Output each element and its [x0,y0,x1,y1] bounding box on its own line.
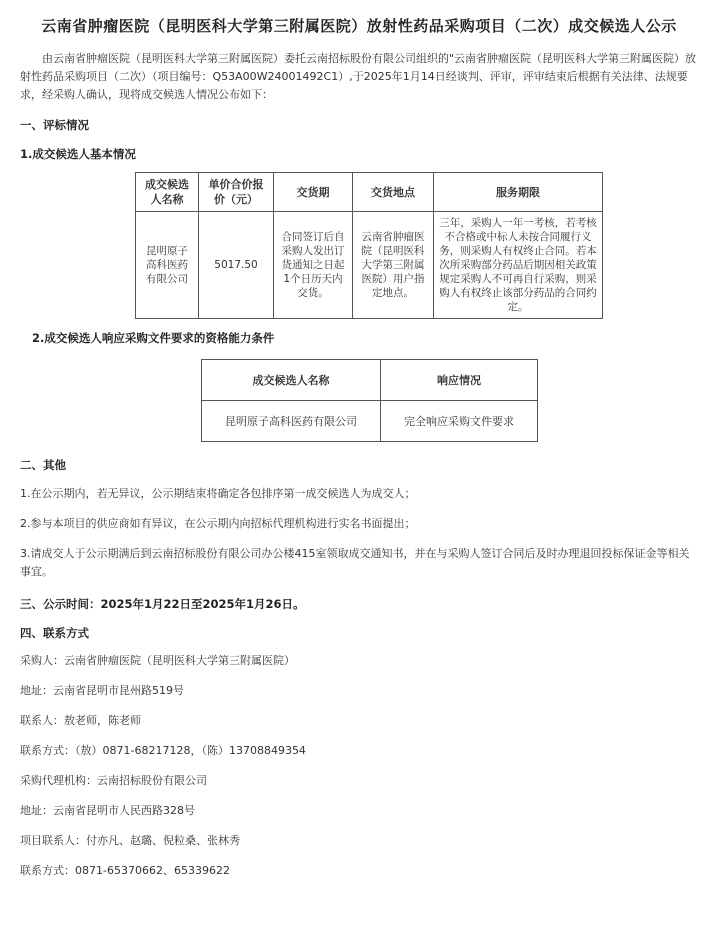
contact-line: 地址：云南省昆明市人民西路328号 [20,804,195,817]
contact-line: 采购代理机构：云南招标股份有限公司 [20,774,207,787]
table-header-cell: 成交候选人名称 [202,360,381,401]
table-cell: 5017.50 [199,212,274,319]
contact-line: 项目联系人：付亦凡、赵璐、倪粒桑、张林秀 [20,834,240,847]
table-cell: 完全响应采购文件要求 [381,401,538,442]
table-row [136,212,603,319]
section-heading-evaluation: 一、评标情况 [20,118,89,132]
table-header-cell: 响应情况 [381,360,538,401]
table-cell: 合同签订后自采购人发出订货通知之日起1个日历天内交货。 [274,212,353,319]
subsection-heading-candidate-basic: 1.成交候选人基本情况 [20,147,136,161]
table-cell: 昆明原子高科医药有限公司 [136,212,199,319]
qualification-table [201,359,538,442]
table-row [202,401,538,442]
intro-paragraph: 由云南省肿瘤医院（昆明医科大学第三附属医院）委托云南招标股份有限公司组织的"云南省肿瘤医院（昆明医科大学第三附属医院）放射性药品采购项目（二次）（项目编号：Q53A00W24001492C1）,于2025年1月14日经谈判、评审，评审结束后根据有关法律、法规要求，经采购人确认，现将成交候选人情况公布如下： [20,52,697,101]
contact-line: 联系方式：0871-65370662、65339622 [20,864,230,877]
table-header-row [136,173,603,212]
table-header-cell: 交货期 [274,173,353,212]
contact-line: 地址：云南省昆明市昆州路519号 [20,684,184,697]
other-item: 2.参与本项目的供应商如有异议，在公示期内向招标代理机构进行实名书面提出； [20,517,416,530]
table-cell: 三年，采购人一年一考核，若考核不合格或中标人未按合同履行义务，则采购人有权终止合同。若本次所采购部分药品后期因相关政策规定采购人不可再自行采购，则采购人有权终止该部分药品的合同约定。 [434,212,603,319]
table-cell: 昆明原子高科医药有限公司 [202,401,381,442]
table-cell: 云南省肿瘤医院（昆明医科大学第三附属医院）用户指定地点。 [353,212,434,319]
contact-line: 联系方式：（敖）0871-68217128，（陈）13708849354 [20,744,306,757]
other-item: 1.在公示期内，若无异议，公示期结束将确定各包排序第一成交候选人为成交人； [20,487,416,500]
section-heading-other: 二、其他 [20,458,66,472]
table-header-row [202,360,538,401]
contact-line: 联系人：敖老师，陈老师 [20,714,141,727]
page-title: 云南省肿瘤医院（昆明医科大学第三附属医院）放射性药品采购项目（二次）成交候选人公示 [41,17,677,35]
section-heading-notice-period: 三、公示时间：2025年1月22日至2025年1月26日。 [20,597,305,611]
candidate-basic-table [135,172,603,319]
section-heading-contact: 四、联系方式 [20,626,89,640]
subsection-heading-qualification: 2.成交候选人响应采购文件要求的资格能力条件 [32,331,275,345]
table-header-cell: 单价合价报价（元） [199,173,274,212]
table-header-cell: 服务期限 [434,173,603,212]
table-header-cell: 交货地点 [353,173,434,212]
table-header-cell: 成交候选人名称 [136,173,199,212]
contact-line: 采购人：云南省肿瘤医院（昆明医科大学第三附属医院） [20,654,295,667]
other-item: 3.请成交人于公示期满后到云南招标股份有限公司办公楼415室领取成交通知书，并在与采购人签订合同后及时办理退回投标保证金等相关事宜。 [20,547,690,578]
